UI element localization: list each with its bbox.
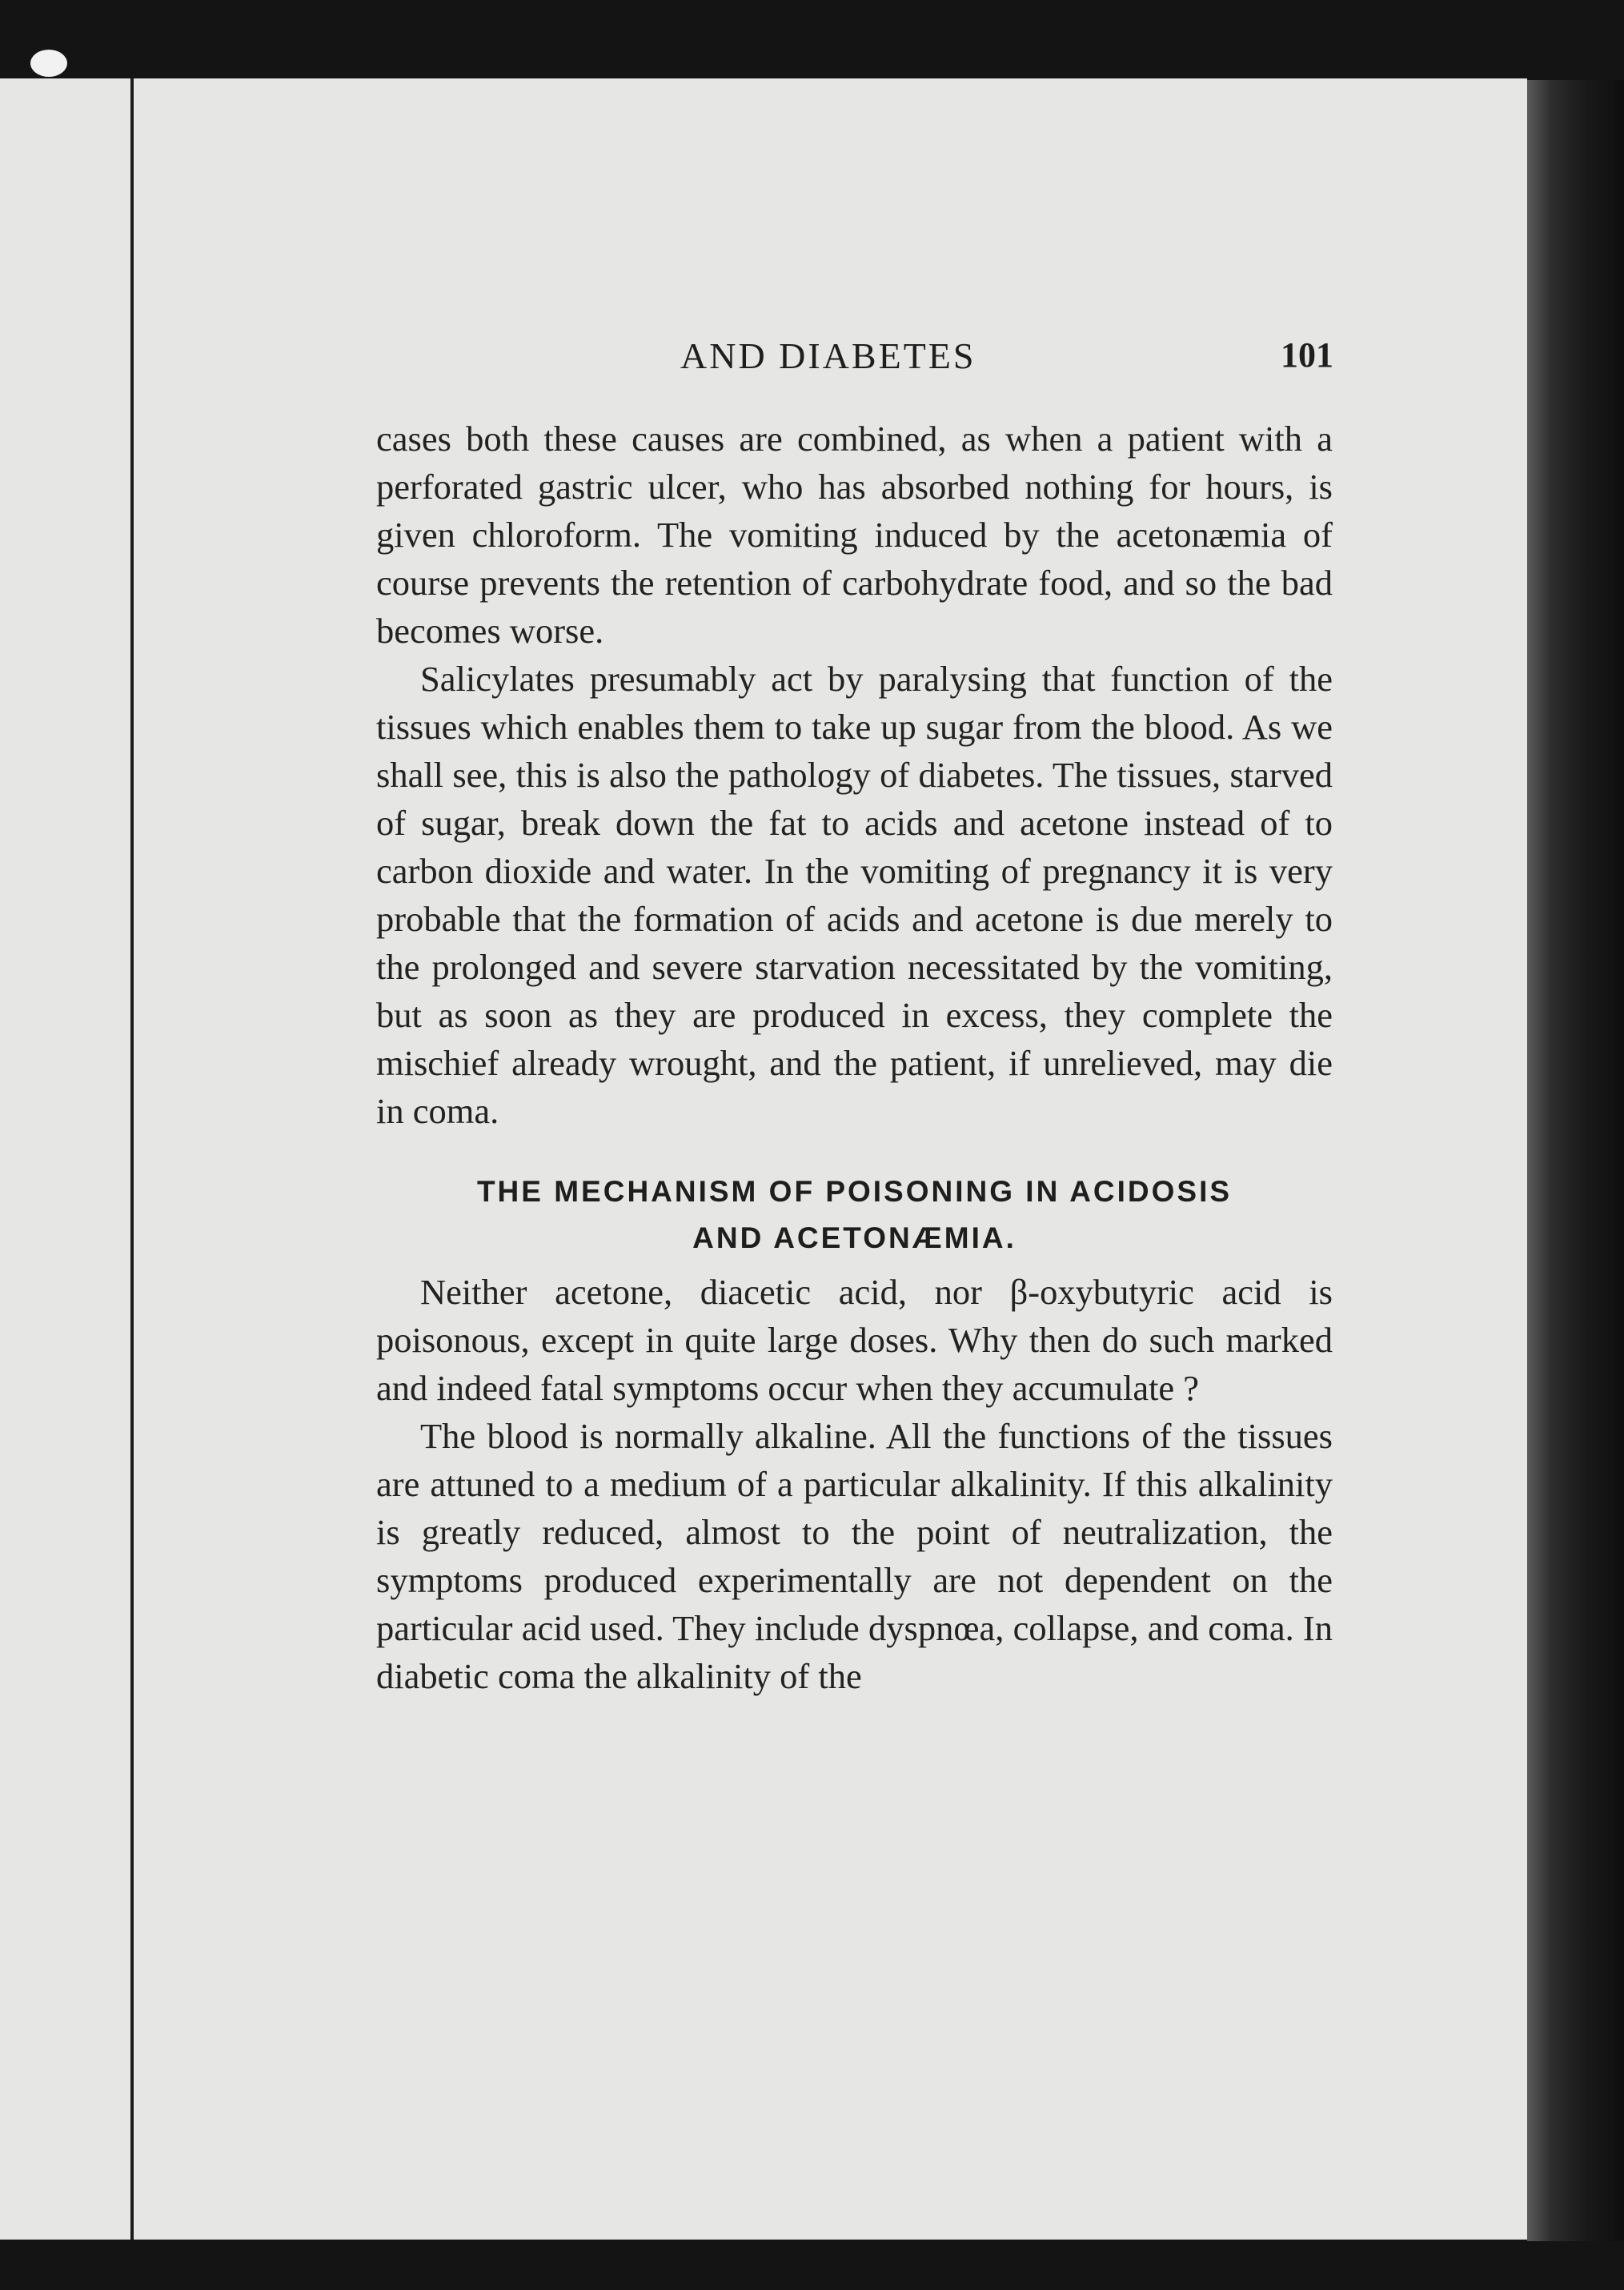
section-heading-line-1: THE MECHANISM OF POISONING IN ACIDOSIS: [476, 1175, 1233, 1208]
section-heading: [376, 1169, 1333, 1261]
paragraph-alkalinity: The blood is normally alkaline. All the functions of the tissues are attuned to a medium of a particular alkalinity. If this alkalinity is greatly reduced, almost to the point of neutralization, the symptoms produced experimentally are not dependent on the particular acid used. They include dyspnœa, collapse, and coma. In diabetic coma the alkalinity of the: [376, 1416, 1333, 1696]
binding-gutter-line: [130, 78, 134, 2240]
page-header: [376, 335, 1337, 383]
section-heading-line-2: AND ACETONÆMIA.: [692, 1221, 1017, 1254]
running-head: AND DIABETES: [680, 335, 976, 376]
page-body: [376, 415, 1333, 1700]
scan-punch-hole: [30, 50, 67, 77]
paragraph-salicylates: Salicylates presumably act by paralysing that function of the tissues which enables them to take up sugar from the blood. As we shall see, this is also the pathology of diabetes. The tissues, starved of sugar, break down the fat to acids and acetone instead of to carbon dioxide and water. In the vomiting of pregnancy it is very probable that the formation of acids and acetone is due merely to the prolonged and severe starvation necessitated by the vomiting, but as soon as they are produced in excess, they complete the mischief already wrought, and the patient, if unrelieved, may die in coma.: [376, 659, 1333, 1131]
page-number: 101: [1281, 335, 1333, 375]
paragraph-continued: cases both these causes are combined, as when a patient with a perforated gastric ulcer, who has absorbed nothing for hours, is given chloroform. The vomiting induced by the acetonæmia of course prevents the retention of carbohydrate food, and so the bad becomes worse.: [376, 419, 1333, 651]
book-edge: [1527, 80, 1624, 2241]
paragraph-acetone: Neither acetone, diacetic acid, nor β-oxybutyric acid is poisonous, except in quite large doses. Why then do such marked and indeed fatal symptoms occur when they accumulate ?: [376, 1272, 1333, 1408]
